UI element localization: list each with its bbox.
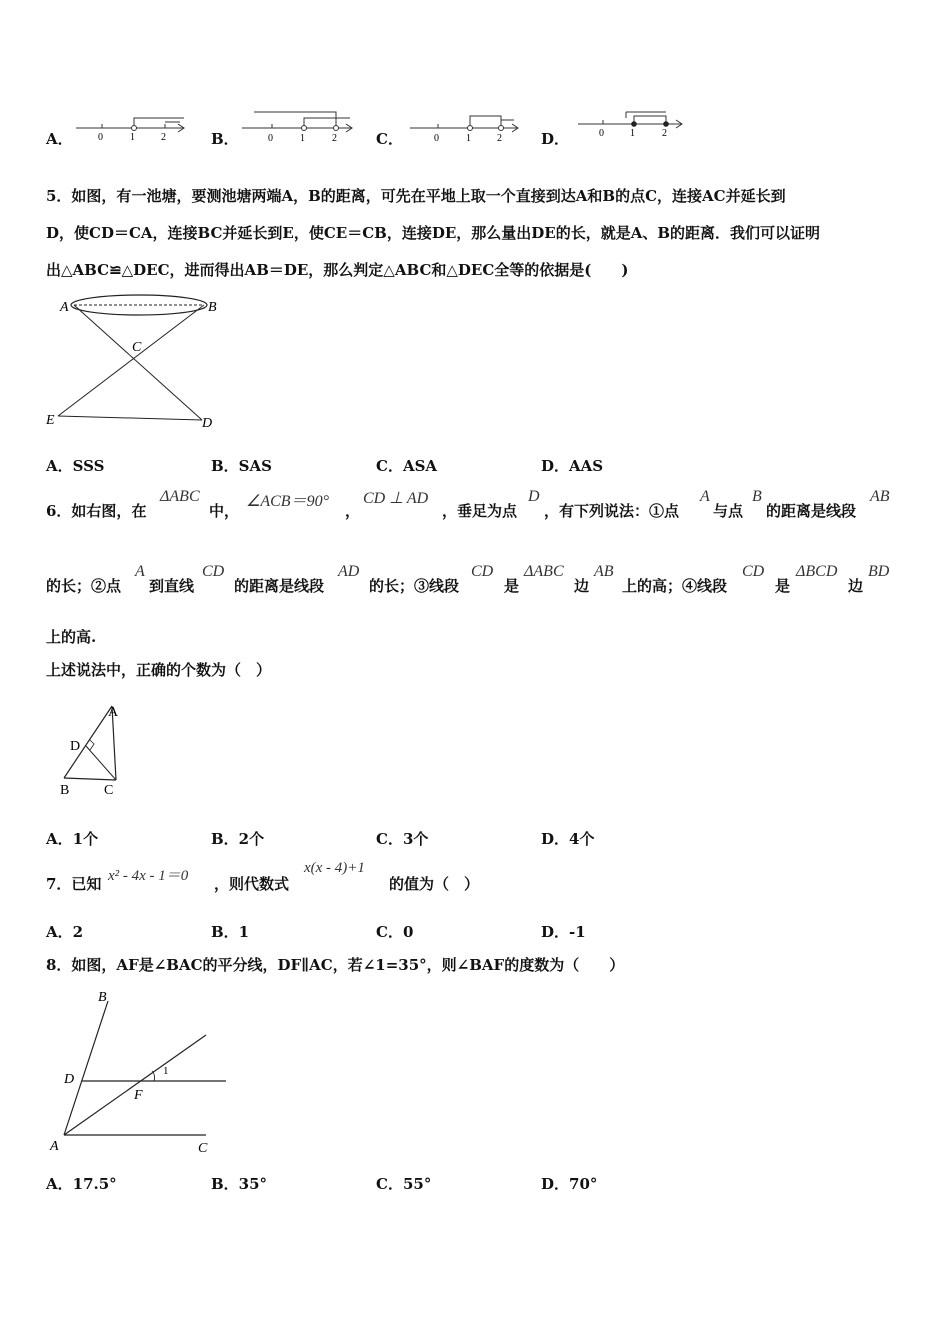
q6-m15: ΔBCD [796,563,838,580]
q4-a-tick-0: 0 [98,132,103,143]
q7-equation: x² - 4x - 1＝0 [108,868,189,884]
q4-d-tick-2: 2 [662,128,667,138]
q6-t3: ， [345,502,361,520]
q4-option-c-letter: C． [376,130,403,148]
q6-label-d: D [70,739,81,754]
q8-label-d: D [64,1072,75,1087]
q6-m8: A [135,563,145,580]
q5-text-line-2: D，使CD＝CA，连接BC并延长到E，使CE＝CB，连接DE，那么量出DE的长，就是A、B的距离．我们可以证明 [46,224,821,242]
q6-t12: 是 [504,577,520,595]
q5-option-a: A．SSS [46,457,105,475]
q6-m3: CD ⊥ AD [363,490,429,507]
q7-t3: 的值为（ ） [389,875,480,893]
q6-t7: 的距离是线段 [766,502,857,520]
q6-m6: B [752,488,762,505]
q6-m4: D [528,488,540,505]
q6-triangle-figure [52,700,132,800]
q4-c-tick-2: 2 [497,133,502,144]
q4-d-tick-0: 0 [599,128,604,138]
q6-t10: 的距离是线段 [234,577,325,595]
q6-m16: BD [868,563,890,580]
q6-m9: CD [202,563,225,580]
q6-t13: 边 [574,577,590,595]
q5-label-e: E [46,413,55,428]
q6-question: 上述说法中，正确的个数为（ ） [46,661,272,679]
q6-t17: 上的高. [46,628,97,646]
q8-option-b: B．35° [211,1175,268,1193]
q4-d-tick-1: 1 [630,128,635,138]
q6-option-b: B．2个 [211,830,265,848]
q7-expression: x(x - 4)+1 [304,860,365,876]
q7-option-d: D．-1 [541,923,586,941]
q4-a-tick-2: 2 [161,132,166,143]
q8-angle-figure [46,985,236,1155]
q5-option-c: C．ASA [376,457,438,475]
q7-t2: ，则代数式 [214,875,290,893]
q6-option-c: C．3个 [376,830,429,848]
q6-t9: 到直线 [149,577,195,595]
q6-m2: ∠ACB＝90° [246,493,329,510]
q6-m13: AB [594,563,614,580]
q6-m11: CD [471,563,494,580]
q7-option-b: B．1 [211,923,250,941]
q6-option-d: D．4个 [541,830,595,848]
q7-option-c: C．0 [376,923,414,941]
q6-label-c: C [104,783,114,798]
q5-text-line-1: 5．如图，有一池塘，要测池塘两端A，B的距离，可先在平地上取一个直接到达A和B的点C，连接AC并延长到 [46,187,786,205]
q4-option-b-letter: B． [211,130,239,148]
q8-option-a: A．17.5° [46,1175,117,1193]
q4-a-tick-1: 1 [130,132,135,143]
q4-option-a-letter: A． [46,130,73,148]
q6-m5: A [700,488,710,505]
q7-option-a: A．2 [46,923,84,941]
q6-t1: 6．如右图，在 [46,502,147,520]
q6-label-a: A [108,705,119,720]
q6-t2: 中， [209,502,240,520]
q8-option-d: D．70° [541,1175,598,1193]
q4-b-tick-0: 0 [268,133,273,144]
q8-label-f: F [134,1088,143,1103]
q4-c-tick-0: 0 [434,133,439,144]
q6-m14: CD [742,563,765,580]
q6-t16: 边 [848,577,864,595]
q5-option-d: D．AAS [541,457,604,475]
q6-label-b: B [60,783,70,798]
q5-label-a: A [60,300,69,315]
q4-option-a-number-line [76,112,192,144]
q6-m12: ΔABC [524,563,564,580]
q8-label-angle-1: 1 [163,1065,169,1077]
q6-m10: AD [338,563,360,580]
q4-b-tick-2: 2 [332,133,337,144]
q5-text-line-3: 出△ABC≌△DEC，进而得出AB＝DE，那么判定△ABC和△DEC全等的依据是( ) [46,261,629,279]
q6-t5: ，有下列说法：①点 [544,502,680,520]
q5-label-c: C [132,340,142,355]
q6-t4: ，垂足为点 [442,502,518,520]
q5-pond-figure [42,288,232,434]
q8-label-b: B [98,990,107,1005]
q6-t15: 是 [775,577,791,595]
q6-t8: 的长；②点 [46,577,122,595]
q4-b-tick-1: 1 [300,133,305,144]
q5-label-d: D [202,416,213,431]
q6-m1: ΔABC [160,488,200,505]
q5-label-b: B [208,300,217,315]
q8-text: 8．如图，AF是∠BAC的平分线，DF∥AC，若∠1=35°，则∠BAF的度数为（ ） [46,956,625,974]
q4-option-d-letter: D． [541,130,570,148]
q4-option-c-number-line [410,110,526,144]
q8-label-c: C [198,1141,208,1155]
q6-m7: AB [870,488,890,505]
q4-option-d-number-line [578,106,688,138]
q4-c-tick-1: 1 [466,133,471,144]
q6-t11: 的长；③线段 [369,577,460,595]
q6-option-a: A．1个 [46,830,99,848]
q5-option-b: B．SAS [211,457,272,475]
q7-t1: 7．已知 [46,875,102,893]
q6-t6: 与点 [713,502,744,520]
q8-option-c: C．55° [376,1175,432,1193]
q6-t14: 上的高；④线段 [622,577,728,595]
q8-label-a: A [50,1139,59,1154]
q4-option-b-number-line [242,106,358,144]
